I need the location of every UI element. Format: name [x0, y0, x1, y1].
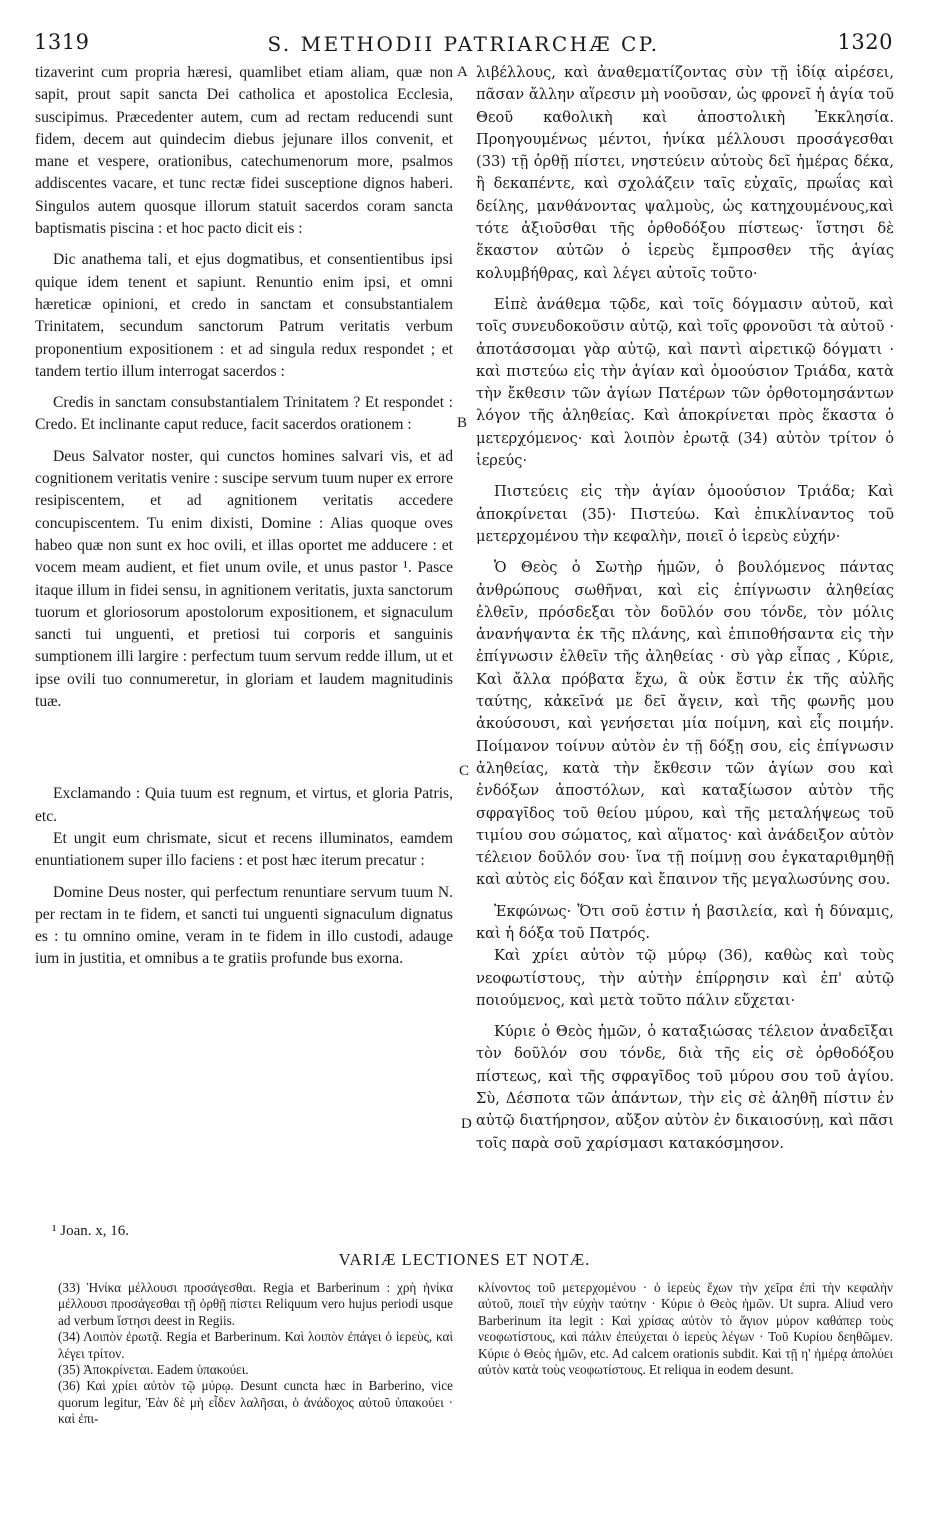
margin-marker-d: D: [461, 1116, 472, 1132]
latin-paragraph: Et ungit eum chrismate, sicut et recens illuminatos, eamdem enuntiationem super illo faciens : et post hæc iterum precatur :: [35, 829, 453, 870]
latin-paragraph: Domine Deus noster, qui perfectum renuntiare servum tuum N. per rectam in te fidem, et sancti tui unguenti signaculum dignatus es : tu omnino omine, veram in te fidem in illo custodi, adauge ium in justitia, et omnibus a te gratiis profunde bus exorna.: [35, 883, 453, 968]
greek-paragraph: Ἐκφώνως· Ὅτι σοῦ ἐστιν ἡ βασιλεία, καὶ ἡ δύναμις, καὶ ἡ δόξα τοῦ Πατρός.: [476, 902, 894, 942]
notes-right-column: [478, 1280, 893, 1378]
note-entry: (36) Καὶ χρίει αὐτὸν τῷ μύρῳ. Desunt cuncta hæc in Barberino, vice quorum legitur, Ἐὰν δὲ μὴ εἶδεν λαλῆσαι, ὁ ἀνάδοχος αὐτοῦ ὑπακούει · καὶ ἐπι-: [58, 1378, 453, 1427]
latin-paragraph: Credis in sanctam consubstantialem Trinitatem ? Et respondet : Credo. Et inclinante caput reduce, facit sacerdos orationem :: [35, 394, 453, 434]
notes-left-column: [58, 1280, 453, 1428]
margin-marker-b: B: [457, 415, 468, 431]
page-number-right: 1320: [837, 30, 893, 54]
greek-column: [476, 62, 894, 1155]
footnote: ¹ Joan. x, 16.: [52, 1223, 129, 1239]
greek-paragraph: λιβέλλους, καὶ ἀναθεματίζοντας σὺν τῇ ἰδίᾳ αἱρέσει, πᾶσαν ἄλλην αἵρεσιν μὴ νοοῦσαν, ὡς φρονεῖ ἡ ἁγία τοῦ Θεοῦ καθολικὴ καὶ ἀποστολικὴ Ἐκκλησία. Προηγουμένως μέντοι, ἡνίκα μέλλουσι προσάγεσθαι (33) τῇ ὀρθῇ πίστει, νηστεύειν αὐτοὺς δεῖ ἡμέρας δέκα, ἢ δεκαπέντε, καὶ σχολάζειν ταῖς εὐχαῖς, πρωΐας καὶ δείλης, μανθάνοντας ψαλμοὺς, ὡς κατηχουμένους,καὶ τότε ἀξιοῦσθαι τῆς ὀρθοδόξου πίστεως· ἵστησι δὲ ἕκαστον αὐτῶν ὁ ἱερεὺς ἔμπροσθεν τῆς ἁγίας κολυμβήθρας, καὶ λέγει αὐτοῖς τοῦτο·: [476, 64, 894, 282]
note-entry: (35) Ἀποκρίνεται. Eadem ὑπακούει.: [58, 1362, 249, 1378]
margin-marker-c: C: [459, 763, 470, 779]
latin-paragraph: tizaverint cum propria hæresi, quamlibet etiam aliam, quæ non sapit, prout sapit sancta Dei catholica et apostolica Ecclesia, suscipimus. Præcedenter autem, cum ad rectam reducendi sunt fidem, decem aut quindecim diebus jejunare illos convenit, et mane et vespere, orationibus, catechumenorum more, psalmos addiscentes vacare, et tunc rectæ fidei susceptione dignos haberi. Singulos autem quosque illorum statuit sacerdos coram sancta baptismatis piscina : et hoc pacto dicit eis :: [35, 64, 453, 238]
latin-paragraph: Deus Salvator noster, qui cunctos homines salvari vis, et ad cognitionem veritatis venire : suscipe servum tuum nuper ex errore resipiscentem, et ad agnitionem veritatis accedere concupiscentem. Tu enim dixisti, Domine : Alias quoque oves habeo quæ non sunt ex hoc ovili, et illas oportet me adducere : et vocem meam audient, et fiet unum ovile, et unus pastor ¹. Pasce itaque illum in fidei sensu, in agnitionem veritatis, juxta sanctorum tuorum et gloriosorum apostolorum expositionem, et signaculum sancti tui unguenti, et pretiosi tui corporis et sanguinis sumptionem illi largire : perfectum tuum servum redde illum, ut et ipse ovili tuo connumeretur, in gloriam et laudem magnitudinis tuæ.: [35, 447, 453, 711]
notes-heading: VARIÆ LECTIONES ET NOTÆ.: [338, 1250, 591, 1269]
greek-paragraph: Πιστεύεις εἰς τὴν ἁγίαν ὁμοούσιον Τριάδα; Καὶ ἀποκρίνεται (35)· Πιστεύω. Καὶ ἐπικλίναντος τοῦ μετερχομένου τὴν κεφαλὴν, ποιεῖ ὁ ἱερεὺς εὐχήν·: [476, 483, 894, 545]
note-continuation: κλίνοντος τοῦ μετερχομένου · ὁ ἱερεὺς ἔχων τὴν χεῖρα ἐπὶ τὴν κεφαλὴν αὐτοῦ, ποιεῖ τὴν εὐχὴν ταύτην · Κύριε ὁ Θεὸς ἡμῶν. Ut supra. Aliud vero Barberinum ita legit : Καὶ χρίσας αὐτὸν τὸ ἅγιον μύρον καθάπερ τοὺς νεοφωτίστους, καὶ πάλιν ἐπεύχεται ὁ ἱερεὺς λέγων · Τοῦ Κυρίου δεηθῶμεν. Κύριε ὁ Θεὸς ἡμῶν, etc. Ad calcem orationis subdit. Καὶ τῇ η' ἡμέρᾳ ἀπολύει αὐτὸν κατὰ τοὺς νεοφωτίστους. Et reliqua in eodem desunt.: [478, 1280, 893, 1378]
margin-marker-a: A: [457, 64, 468, 80]
greek-paragraph: Ὁ Θεὸς ὁ Σωτὴρ ἡμῶν, ὁ βουλόμενος πάντας ἀνθρώπους σωθῆναι, καὶ εἰς ἐπίγνωσιν ἀληθείας ἐλθεῖν, πρόσδεξαι τὸν δοῦλόν σου τόνδε, τὸν μόλις ἀνανήψαντα ἐκ τῆς πλάνης, καὶ ἐπιποθήσαντα εἰς τὴν ἐπίγνωσιν ἐλθεῖν τῆς ἀληθείας · σὺ γὰρ εἶπας , Κύριε, Καὶ ἄλλα πρόβατα ἔχω, ἃ οὐκ ἔστιν ἐκ τῆς αὐλῆς ταύτης, κἀκεῖνά με δεῖ ἄγειν, καὶ τῆς φωνῆς μου ἀκούσουσι, καὶ γενήσεται μία ποίμνη, καὶ εἷς ποιμήν. Ποίμανον τοίνυν αὐτὸν ἐν τῇ δόξῃ σου, εἰς ἐπίγνωσιν ἀληθείας, κατὰ τὴν ἔκθεσιν τῶν ἁγίων σου καὶ ἐνδόξων ἀποστόλων, καὶ καταξίωσον αὐτὸν τῆς σφραγῖδος τοῦ θείου μύρου, καὶ τῆς μεταλήψεως τοῦ τιμίου σου σώματος, καὶ αἵματος· καὶ ἀνάδειξον αὐτὸν τέλειον δοῦλόν σου· ἵνα τῇ ποίμνῃ σου ἐγκαταριθμηθῇ καὶ αὐτὸς εἰς δόξαν καὶ ἔπαινον τῆς μεγαλωσύνης σου.: [476, 559, 894, 889]
note-entry: (34) Λοιπὸν ἐρωτᾷ. Regia et Barberinum. Καὶ λοιπὸν ἐπάγει ὁ ἱερεὺς, καὶ λέγει τρίτον.: [58, 1329, 453, 1361]
latin-paragraph: Dic anathema tali, et ejus dogmatibus, et consentientibus ipsi quique idem tenent et sapiunt. Renuntio enim ipsi, et omni hæreticæ opinioni, et credo in sanctam et consubstantialem Trinitatem, secundum sanctorum Patrum veritatis verbum proponentium expositionem : et ad singula redux respondet ; et tandem tertio illum interrogat sacerdos :: [35, 251, 453, 380]
latin-column: [35, 62, 453, 971]
running-title: S. METHODII PATRIARCHÆ CP.: [267, 32, 660, 56]
page-number-left: 1319: [34, 30, 90, 54]
latin-paragraph: Exclamando : Quia tuum est regnum, et virtus, et gloria Patris, etc.: [35, 785, 453, 825]
note-entry: (33) Ἡνίκα μέλλουσι προσάγεσθαι. Regia et Barberinum : χρὴ ἡνίκα μέλλουσι προσάγεσθαι τῇ ὀρθῇ πίστει Reliquum vero hujus periodi usque ad verbum ἵστησι deest in Regiis.: [58, 1280, 453, 1328]
greek-paragraph: Καὶ χρίει αὐτὸν τῷ μύρῳ (36), καθὼς καὶ τοὺς νεοφωτίστους, τὴν αὐτὴν ἐπίρρησιν καὶ ἐπ' αὐτῷ ποιούμενος, καὶ μετὰ τοῦτο πάλιν εὔχεται·: [476, 947, 894, 1009]
greek-paragraph: Εἰπὲ ἀνάθεμα τῷδε, καὶ τοῖς δόγμασιν αὐτοῦ, καὶ τοῖς συνευδοκοῦσιν αὐτῷ, καὶ τοῖς φρονοῦσι τὰ αὐτοῦ · ἀποτάσσομαι γὰρ αὐτῷ, καὶ παντὶ αἱρετικῷ δόγματι · καὶ πιστεύω εἰς τὴν ἁγίαν καὶ ὁμοούσιον Τριάδα, κατὰ τὴν ἔκθεσιν τῶν ἁγίων Πατέρων τῶν ὀρθοτομησάντων λόγον τῆς ἀληθείας. Καὶ ἀποκρίνεται πρὸς ἕκαστα ὁ μετερχόμενος· καὶ λοιπὸν ἐρωτᾷ (34) αὐτὸν τρίτον ὁ ἱερεύς·: [476, 295, 894, 470]
greek-paragraph: Κύριε ὁ Θεὸς ἡμῶν, ὁ καταξιώσας τέλειον ἀναδεῖξαι τὸν δοῦλόν σου τόνδε, διὰ τῆς εἰς σὲ ὀρθοδόξου πίστεως, καὶ τῆς σφραγῖδος τοῦ μύρου σου τοῦ ἁγίου. Σὺ, Δέσποτα τῶν ἁπάντων, τὴν εἰς σὲ ἀληθῆ πίστιν ἐν αὐτῷ διατήρησον, αὔξον αὐτὸν ἐν δικαιοσύνῃ, καὶ πᾶσι τοῖς παρὰ σοῦ χαρίσμασι κατακόσμησον.: [476, 1023, 894, 1152]
running-header: [34, 30, 893, 62]
